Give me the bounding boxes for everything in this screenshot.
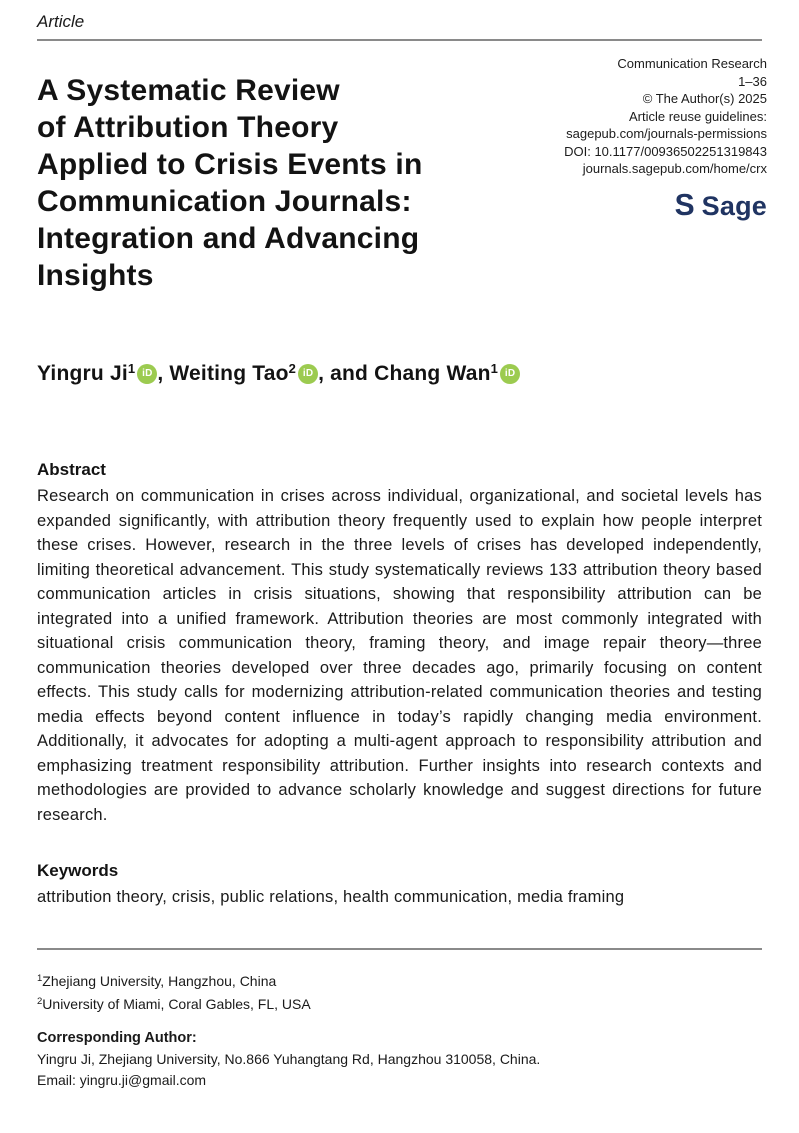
orcid-icon[interactable] — [500, 364, 520, 384]
affiliation-text: Zhejiang University, Hangzhou, China — [42, 973, 277, 989]
title-header-row — [37, 55, 767, 294]
journal-name: Communication Research — [617, 56, 767, 71]
corresponding-author-address: Yingru Ji, Zhejiang University, No.866 Yuhangtang Rd, Hangzhou 310058, China. — [37, 1051, 541, 1067]
title-line: Insights — [37, 259, 154, 292]
orcid-icon-label: iD — [504, 368, 516, 379]
author — [37, 362, 157, 385]
title-column — [37, 55, 527, 294]
affiliations-block — [37, 969, 762, 1014]
author — [374, 362, 520, 385]
affiliation-line — [37, 992, 762, 1015]
author-name: Chang Wan — [374, 362, 491, 385]
page-range: 1–36 — [738, 73, 767, 89]
reuse-guidelines-label: Article reuse guidelines: — [628, 108, 767, 124]
corresponding-author-heading: Corresponding Author: — [37, 1030, 197, 1046]
article-type-label: Article — [37, 12, 85, 31]
title-line: of Attribution Theory — [37, 111, 339, 144]
journal-info-column — [527, 55, 767, 221]
corresponding-author-email[interactable]: Email: yingru.ji@gmail.com — [37, 1072, 207, 1088]
affiliation-marker: 2 — [37, 995, 43, 1007]
sage-logo — [527, 188, 767, 222]
author-affiliation-marker: 2 — [288, 361, 297, 376]
author-byline — [37, 361, 762, 386]
permissions-link[interactable]: sagepub.com/journals-permissions — [566, 126, 767, 141]
copyright-notice: © The Author(s) 2025 — [642, 91, 767, 106]
author-final-separator: , and — [318, 362, 375, 385]
orcid-icon-label: iD — [302, 368, 314, 379]
footnote-divider — [37, 948, 762, 950]
author-name: Weiting Tao — [169, 362, 289, 385]
author — [169, 362, 318, 385]
author-separator: , — [157, 362, 170, 385]
keywords-heading: Keywords — [37, 861, 119, 880]
orcid-icon-label: iD — [142, 368, 153, 379]
title-line: A Systematic Review — [37, 74, 340, 107]
abstract-heading: Abstract — [37, 460, 106, 479]
affiliation-text: University of Miami, Coral Gables, FL, USA — [42, 995, 311, 1012]
author-affiliation-marker: 1 — [127, 361, 136, 376]
header-divider — [37, 39, 762, 41]
keywords-list: attribution theory, crisis, public relations, health communication, media framing — [37, 888, 625, 906]
sage-logo-wordmark: Sage — [701, 190, 767, 221]
orcid-icon[interactable] — [137, 364, 157, 384]
author-affiliation-marker: 1 — [490, 361, 499, 376]
abstract-text: Research on communication in crises across individual, organizational, and societal levels has expanded significantly, with attribution theory frequently used to explain how people interpret these crises. However, research in the three levels of crises has developed independently, limiting theoretical advancement. This study systematically reviews 133 attribution theory based communication articles in crisis situations, showing that responsibility attribution can be integrated into a unified framework. Attribution theories are most commonly integrated with situational crisis communication theory, framing theory, and image repair theory—three communication theories developed over three decades ago, primarily focusing on content effects. This study calls for modernizing attribution-related communication theories and testing media effects beyond content influence in today’s rapidly changing media environment. Additionally, it advocates for adopting a multi-agent approach to responsibility attribution and emphasizing treatment responsibility attribution. Further insights into research contexts and methodologies are provided to advance scholarly knowledge and suggest directions for future research. — [37, 487, 762, 824]
title-line: Communication Journals: — [37, 185, 412, 218]
keywords-section — [37, 861, 762, 909]
journal-home-link[interactable]: journals.sagepub.com/home/crx — [582, 161, 767, 176]
journal-info-block — [527, 55, 767, 178]
affiliation-line — [37, 969, 762, 992]
affiliation-marker: 1 — [37, 973, 43, 984]
orcid-icon[interactable] — [298, 364, 318, 384]
corresponding-author-block — [37, 1028, 762, 1091]
author-name: Yingru Ji — [37, 362, 128, 385]
title-line: Integration and Advancing — [37, 222, 420, 255]
article-title — [37, 72, 527, 294]
doi-text: DOI: 10.1177/00936502251319843 — [564, 143, 767, 159]
sage-s-icon: S — [674, 188, 695, 222]
title-line: Applied to Crisis Events in — [37, 148, 423, 181]
abstract-section — [37, 460, 762, 827]
